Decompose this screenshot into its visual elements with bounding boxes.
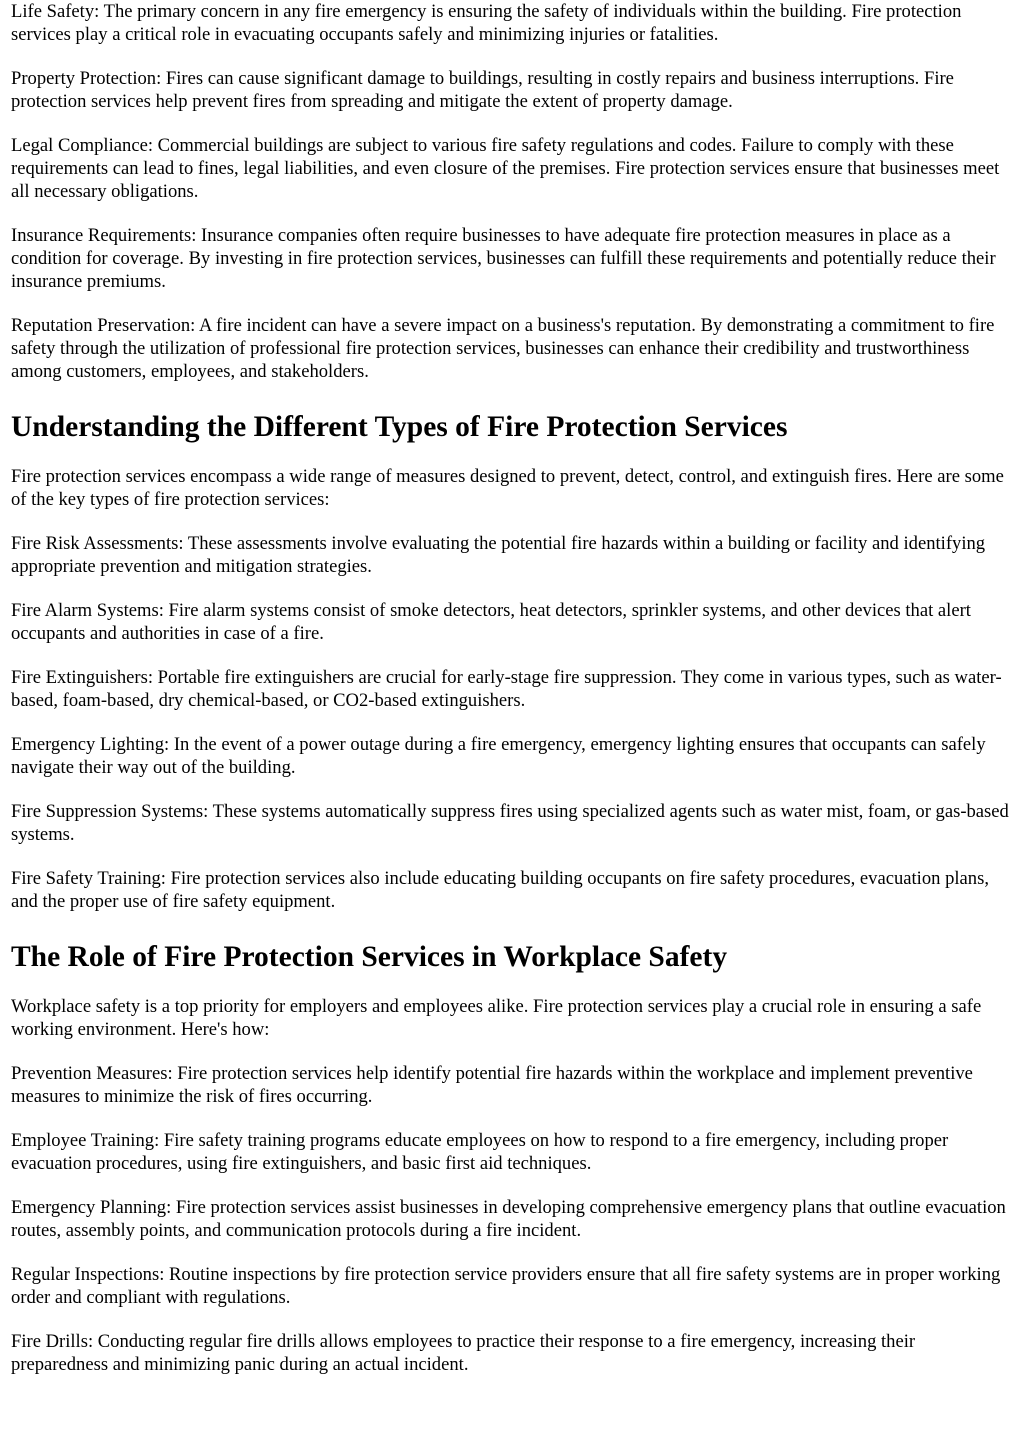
paragraph-regular-inspections: Regular Inspections: Routine inspections by fire protection service providers ensure that all fire safety systems are in proper working order and compliant with regulations. <box>11 1264 1001 1308</box>
paragraph-employee-training: Employee Training: Fire safety training programs educate employees on how to respond to a fire emergency, including proper evacuation procedures, using fire extinguishers, and basic first aid techniques. <box>11 1130 949 1174</box>
paragraph-emergency-lighting: Emergency Lighting: In the event of a power outage during a fire emergency, emergency lighting ensures that occupants can safely navigate their way out of the building. <box>11 734 986 778</box>
section-types-of-services <box>11 409 1016 913</box>
section-heading: Understanding the Different Types of Fire Protection Services <box>11 411 788 443</box>
paragraph-property-protection: Property Protection: Fires can cause significant damage to buildings, resulting in costly repairs and business interruptions. Fire protection services help prevent fires from spreading and mitigate the extent of property damage. <box>11 68 954 112</box>
section-heading: The Role of Fire Protection Services in Workplace Safety <box>11 941 728 973</box>
paragraph-fire-drills: Fire Drills: Conducting regular fire drills allows employees to practice their response to a fire emergency, increasing their preparedness and minimizing panic during an actual incident. <box>11 1331 916 1375</box>
paragraph-fire-suppression-systems: Fire Suppression Systems: These systems automatically suppress fires using specialized agents such as water mist, foam, or gas-based systems. <box>11 801 1009 845</box>
paragraph-fire-extinguishers: Fire Extinguishers: Portable fire extinguishers are crucial for early-stage fire suppression. They come in various types, such as water-based, foam-based, dry chemical-based, or CO2-based extinguishers. <box>11 667 1002 711</box>
paragraph-life-safety: Life Safety: The primary concern in any fire emergency is ensuring the safety of individuals within the building. Fire protection services play a critical role in evacuating occupants safely and minimizing injuries or fatalities. <box>11 1 962 45</box>
section-workplace-safety <box>11 939 1016 1376</box>
paragraph-legal-compliance: Legal Compliance: Commercial buildings are subject to various fire safety regulations and codes. Failure to comply with these requirements can lead to fines, legal liabilities, and even closure of the premises. Fire protection services ensure that businesses meet all necessary obligations. <box>11 135 1000 202</box>
paragraph-reputation-preservation: Reputation Preservation: A fire incident can have a severe impact on a business's reputation. By demonstrating a commitment to fire safety through the utilization of professional fire protection services, businesses can enhance their credibility and trustworthiness among customers, employees, and stakeholders. <box>11 315 995 382</box>
paragraph-fire-safety-training: Fire Safety Training: Fire protection services also include educating building occupants on fire safety procedures, evacuation plans, and the proper use of fire safety equipment. <box>11 868 989 912</box>
paragraph-fire-alarm-systems: Fire Alarm Systems: Fire alarm systems consist of smoke detectors, heat detectors, sprinkler systems, and other devices that alert occupants and authorities in case of a fire. <box>11 600 971 644</box>
paragraph: Fire protection services encompass a wide range of measures designed to prevent, detect, control, and extinguish fires. Here are some of the key types of fire protection services: <box>11 466 1004 510</box>
paragraph: Workplace safety is a top priority for employers and employees alike. Fire protection services play a crucial role in ensuring a safe working environment. Here's how: <box>11 996 982 1040</box>
paragraph-emergency-planning: Emergency Planning: Fire protection services assist businesses in developing comprehensive emergency plans that outline evacuation routes, assembly points, and communication protocols during a fire incident. <box>11 1197 1006 1241</box>
paragraph-insurance-requirements: Insurance Requirements: Insurance companies often require businesses to have adequate fire protection measures in place as a condition for coverage. By investing in fire protection services, businesses can fulfill these requirements and potentially reduce their insurance premiums. <box>11 225 996 292</box>
paragraph-fire-risk-assessments: Fire Risk Assessments: These assessments involve evaluating the potential fire hazards within a building or facility and identifying appropriate prevention and mitigation strategies. <box>11 533 986 577</box>
paragraph-prevention-measures: Prevention Measures: Fire protection services help identify potential fire hazards within the workplace and implement preventive measures to minimize the risk of fires occurring. <box>11 1063 973 1107</box>
